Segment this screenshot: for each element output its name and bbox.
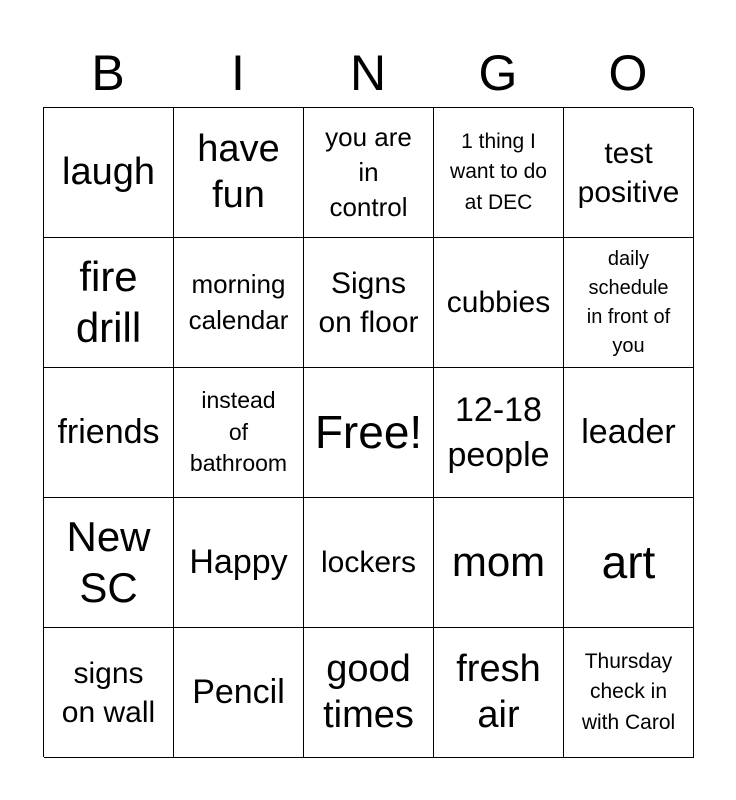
bingo-cell-text: Free!: [314, 405, 423, 458]
bingo-cell-r4c4[interactable]: [434, 498, 564, 628]
bingo-cell-text: instead of bathroom: [189, 386, 288, 477]
bingo-cell-text: fresh air: [456, 647, 541, 736]
bingo-cell-text: you are in control: [325, 121, 412, 223]
bingo-cell-r5c3[interactable]: [304, 628, 434, 758]
bingo-cell-text: 12-18 people: [447, 390, 550, 474]
bingo-cell-r3c3-free[interactable]: [304, 368, 434, 498]
bingo-cell-text: morning calendar: [188, 269, 289, 335]
bingo-cell-text: lockers: [320, 546, 417, 579]
bingo-cell-r2c1[interactable]: [44, 238, 174, 368]
bingo-cell-text: Thursday check in with Carol: [581, 650, 676, 734]
bingo-cell-text: daily schedule in front of you: [586, 247, 671, 357]
bingo-cell-r2c5[interactable]: [564, 238, 694, 368]
bingo-cell-r3c4[interactable]: [434, 368, 564, 498]
bingo-cell-text: 1 thing I want to do at DEC: [450, 130, 547, 214]
bingo-cell-text: cubbies: [446, 286, 551, 319]
bingo-cell-text: New SC: [66, 513, 151, 611]
header-letter-i: I: [231, 45, 245, 101]
bingo-cell-r1c3[interactable]: [304, 108, 434, 238]
bingo-header: [43, 38, 693, 108]
bingo-cell-text: leader: [581, 413, 676, 452]
bingo-cell-text: test positive: [577, 136, 680, 209]
bingo-cell-r4c5[interactable]: [564, 498, 694, 628]
bingo-cell-text: good times: [323, 647, 414, 736]
bingo-cell-text: have fun: [197, 127, 280, 216]
bingo-cell-text: signs on wall: [61, 656, 156, 729]
header-letter-b: B: [91, 45, 125, 101]
bingo-cell-r3c5[interactable]: [564, 368, 694, 498]
bingo-cell-r5c4[interactable]: [434, 628, 564, 758]
bingo-cell-r2c3[interactable]: [304, 238, 434, 368]
bingo-cell-r1c4[interactable]: [434, 108, 564, 238]
bingo-cell-text: Happy: [189, 543, 288, 582]
bingo-cell-text: laugh: [62, 150, 155, 193]
bingo-cell-r2c4[interactable]: [434, 238, 564, 368]
bingo-cell-r5c1[interactable]: [44, 628, 174, 758]
bingo-cell-r4c3[interactable]: [304, 498, 434, 628]
bingo-cell-r3c2[interactable]: [174, 368, 304, 498]
header-letter-o: O: [608, 45, 648, 101]
bingo-cell-r1c1[interactable]: [44, 108, 174, 238]
bingo-cell-r4c2[interactable]: [174, 498, 304, 628]
bingo-cell-r5c2[interactable]: [174, 628, 304, 758]
bingo-cell-r1c5[interactable]: [564, 108, 694, 238]
bingo-cell-r2c2[interactable]: [174, 238, 304, 368]
bingo-cell-r5c5[interactable]: [564, 628, 694, 758]
header-letter-n: N: [349, 45, 387, 101]
bingo-cell-text: friends: [57, 413, 160, 452]
bingo-board: [43, 107, 693, 757]
bingo-cell-text: Pencil: [192, 673, 285, 712]
bingo-cell-text: fire drill: [75, 253, 142, 351]
bingo-cell-text: art: [601, 535, 656, 588]
bingo-cell-text: mom: [451, 538, 546, 586]
bingo-cell-r1c2[interactable]: [174, 108, 304, 238]
bingo-cell-r4c1[interactable]: [44, 498, 174, 628]
bingo-cell-text: Signs on floor: [318, 266, 419, 339]
header-letter-g: G: [478, 45, 518, 101]
bingo-cell-r3c1[interactable]: [44, 368, 174, 498]
